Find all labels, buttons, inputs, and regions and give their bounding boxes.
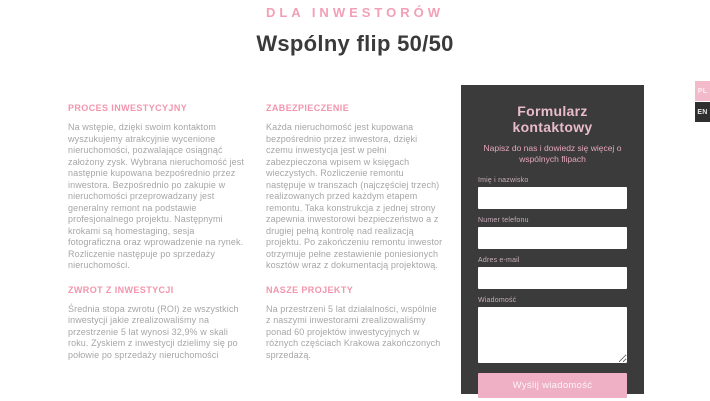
content-column-middle [266,103,444,374]
name-field[interactable] [478,187,627,209]
section-body: Na wstępie, dzięki swoim kontaktom wyszukujemy atrakcyjnie wycenione nieruchomości, pozwalające osiągnąć założony zysk. Wybrana nieruchomość jest następnie kupowana bezpośrednio przez inwestora. Bezpośrednio po zakupie w nieruchomości przeprowadzany jest generalny remont na podstawie profesjonalnego projektu. Następnymi krokami są homestaging, sesja fotograficzna oraz wprowadzenie na rynek. Rozliczenie następuje po sprzedaży nieruchomości. [68,122,244,270]
message-field[interactable] [478,307,627,363]
section-heading: ZABEZPIECZENIE [266,103,350,113]
section-return-on-investment [68,285,246,362]
contact-form-title: Formularz kontaktowy [512,103,593,135]
language-switcher [695,81,710,122]
section-security [266,103,444,272]
phone-field-label: Numer telefonu [478,217,529,224]
message-field-label: Wiadomość [478,297,517,304]
field-group-phone [478,217,627,249]
email-field-label: Adres e-mail [478,257,520,264]
language-tab-en[interactable]: EN [695,102,710,122]
section-investment-process [68,103,246,272]
page-eyebrow: DLA INWESTORÓW [265,5,445,20]
field-group-email [478,257,627,289]
content-column-left [68,103,246,374]
section-heading: PROCES INWESTYCYJNY [68,103,188,113]
section-body: Każda nieruchomość jest kupowana bezpośrednio przez inwestora, dzięki czemu inwestycja jest w pełni zabezpieczona wpisem w księgach wieczystych. Rozliczenie remontu następuje w transzach (najczęściej trzech) realizowanych przed każdym etapem remontu. Taka konstrukcja z jednej strony zapewnia inwestorowi bezpieczeństwo a z drugiej pełną kontrolę nad realizacją projektu. Po zakończeniu remontu inwestor otrzymuje pełne zestawienie poniesionych kosztów wraz z dokumentacją projektową. [266,122,443,270]
email-field[interactable] [478,267,627,289]
field-group-name [478,177,627,209]
section-heading: ZWROT Z INWESTYCJI [68,284,174,295]
send-message-button[interactable]: Wyślij wiadomość [478,373,627,398]
phone-field[interactable] [478,227,627,249]
field-group-message [478,297,627,363]
section-our-projects [266,285,444,362]
language-tab-pl[interactable]: PL [695,81,710,101]
section-heading: NASZE PROJEKTY [266,284,354,295]
contact-form-subtitle: Napisz do nas i dowiedz się więcej o wspólnych flipach [483,143,622,164]
page-title: Wspólny flip 50/50 [256,31,454,56]
section-body: Średnia stopa zwrotu (ROI) ze wszystkich inwestycji jakie zrealizowaliśmy na przestrzenie 5 lat wynosi 32,9% w skali roku. Zyskiem z inwestycji dzielimy się po połowie po sprzedaży nieruchomości [68,303,239,360]
section-body: Na przestrzeni 5 lat działalności, wspólnie z naszymi inwestorami zrealizowaliśmy ponad 60 projektów inwestycyjnych w różnych częściach Krakowa zakończonych sprzedażą. [266,303,441,360]
name-field-label: Imię i nazwisko [478,177,529,184]
contact-form-panel [461,85,644,394]
